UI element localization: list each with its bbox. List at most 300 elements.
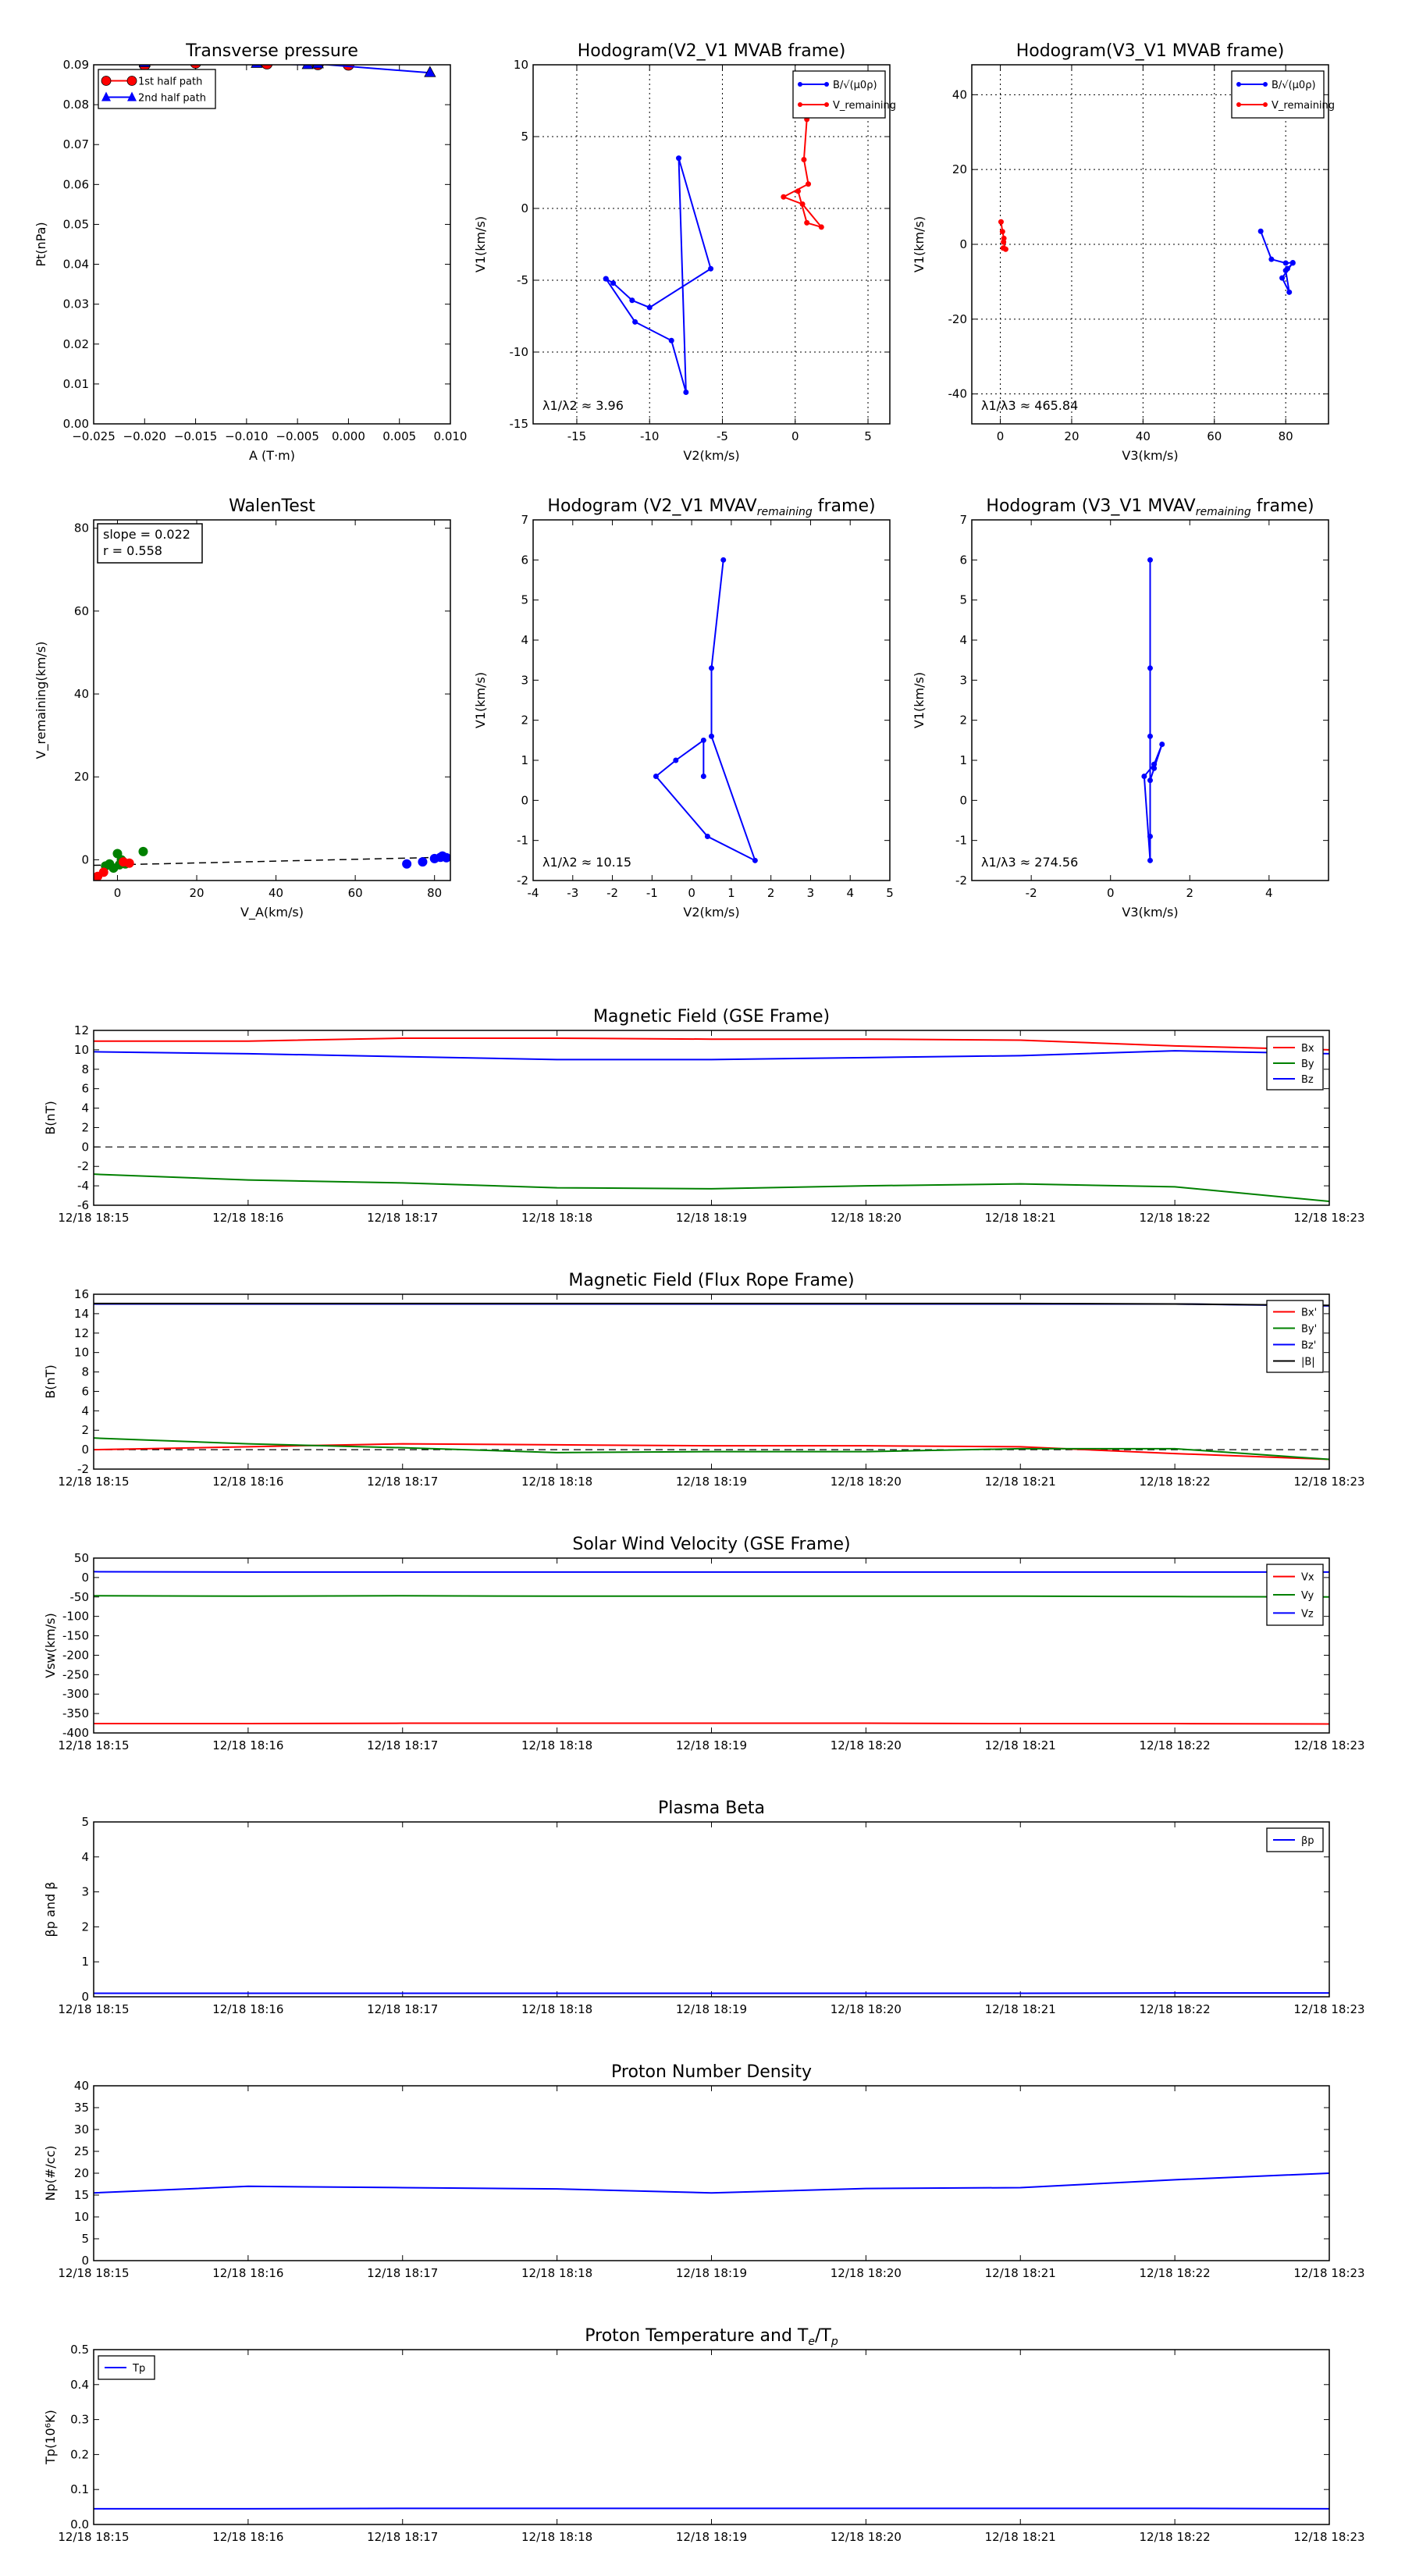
data-point bbox=[159, 55, 170, 65]
data-point bbox=[781, 194, 786, 200]
data-point bbox=[819, 224, 824, 229]
legend-label: Bz' bbox=[1301, 1340, 1317, 1352]
data-point bbox=[1147, 734, 1153, 739]
legend-marker bbox=[1263, 102, 1268, 107]
x-tick-label: 0.010 bbox=[433, 429, 468, 443]
data-point bbox=[629, 297, 635, 303]
series-x bbox=[402, 852, 451, 869]
y-tick-label: 7 bbox=[959, 513, 967, 527]
data-point bbox=[1001, 245, 1006, 251]
stats-line: slope = 0.022 bbox=[103, 527, 190, 542]
plot-frame bbox=[94, 520, 450, 881]
chart-solar-wind-velocity bbox=[43, 1535, 1365, 1752]
y-tick-label: 0 bbox=[521, 201, 528, 215]
data-point bbox=[709, 734, 714, 739]
y-axis-label: V1(km/s) bbox=[912, 671, 927, 729]
data-point bbox=[1001, 240, 1006, 245]
chart-title bbox=[611, 2062, 812, 2082]
y-tick-label: 40 bbox=[73, 687, 89, 702]
y-tick-label: 8 bbox=[81, 1364, 89, 1379]
y-tick-label: -100 bbox=[62, 1609, 89, 1624]
y-tick-label: 0 bbox=[81, 1570, 89, 1585]
y-tick-label: 0.02 bbox=[62, 336, 89, 351]
y-tick-label: 0.01 bbox=[62, 376, 89, 391]
y-tick-label: 6 bbox=[81, 1081, 89, 1096]
data-point bbox=[801, 157, 806, 162]
y-tick-label: 35 bbox=[73, 2101, 89, 2115]
legend bbox=[793, 71, 896, 118]
y-axis-label: V_remaining(km/s) bbox=[34, 641, 48, 760]
x-tick-label: 12/18 18:16 bbox=[212, 2530, 284, 2544]
series-line bbox=[656, 560, 755, 860]
y-tick-label: 8 bbox=[81, 1062, 89, 1076]
data-point bbox=[1290, 260, 1296, 265]
x-tick-label: −0.015 bbox=[173, 429, 218, 443]
x-tick-label: -3 bbox=[567, 886, 579, 900]
y-tick-label: 40 bbox=[73, 2079, 89, 2093]
x-tick-label: 3 bbox=[806, 886, 815, 900]
plot-frame bbox=[94, 1294, 1329, 1469]
data-point bbox=[1285, 266, 1290, 272]
x-tick-label: -10 bbox=[639, 429, 660, 443]
x-tick-label: 12/18 18:21 bbox=[984, 2266, 1056, 2280]
series-line bbox=[94, 1174, 1329, 1201]
legend bbox=[1267, 1828, 1323, 1852]
y-tick-label: -50 bbox=[69, 1589, 89, 1604]
x-axis-label: A (T·m) bbox=[249, 448, 295, 463]
x-tick-label: 12/18 18:18 bbox=[521, 2530, 593, 2544]
data-point bbox=[1000, 229, 1005, 234]
y-tick-label: 15 bbox=[73, 2188, 89, 2202]
x-tick-label: 12/18 18:23 bbox=[1293, 2002, 1365, 2016]
x-axis-label: V3(km/s) bbox=[1122, 905, 1179, 920]
y-tick-label: 0.2 bbox=[70, 2447, 89, 2462]
legend-label: Bx' bbox=[1301, 1307, 1318, 1319]
legend-label: Bx bbox=[1301, 1043, 1314, 1055]
y-axis-label: Pt(nPa) bbox=[34, 222, 48, 267]
plot-frame bbox=[94, 2350, 1329, 2524]
legend-label: Vy bbox=[1301, 1590, 1314, 1602]
series-v bbox=[1141, 557, 1165, 863]
x-tick-label: 12/18 18:20 bbox=[830, 1738, 902, 1752]
series-v-remaining bbox=[998, 219, 1008, 252]
data-point bbox=[804, 220, 809, 226]
series-b-0- bbox=[1258, 229, 1296, 295]
x-tick-label: 1 bbox=[727, 886, 735, 900]
x-tick-label: 0.005 bbox=[382, 429, 417, 443]
series-line bbox=[94, 1038, 1329, 1050]
y-tick-label: 0 bbox=[81, 1443, 89, 1457]
data-point bbox=[701, 774, 706, 779]
data-point bbox=[806, 181, 811, 187]
y-tick-label: 0.09 bbox=[62, 58, 89, 72]
y-tick-label: 2 bbox=[521, 713, 528, 728]
x-tick-label: 12/18 18:20 bbox=[830, 2530, 902, 2544]
y-axis-label: V1(km/s) bbox=[473, 215, 488, 273]
x-tick-label: 12/18 18:16 bbox=[212, 2002, 284, 2016]
chart-title-end: /T bbox=[814, 2326, 831, 2346]
y-tick-label: 0.0 bbox=[70, 2517, 89, 2532]
series-line bbox=[1144, 560, 1162, 860]
chart-title-text: Hodogram (V3_V1 MVAV bbox=[986, 496, 1196, 516]
x-tick-label: 12/18 18:23 bbox=[1293, 1211, 1365, 1225]
data-point bbox=[673, 758, 678, 763]
chart-title bbox=[1016, 41, 1285, 61]
legend-marker bbox=[127, 76, 137, 86]
chart-title bbox=[572, 1535, 850, 1554]
plot-frame bbox=[533, 65, 890, 424]
data-point bbox=[708, 266, 713, 272]
y-tick-label: 0.03 bbox=[62, 297, 89, 311]
series-v bbox=[653, 557, 758, 863]
x-tick-label: 0.000 bbox=[331, 429, 365, 443]
y-tick-label: -2 bbox=[77, 1159, 89, 1174]
y-axis-label: Np(#/cc) bbox=[43, 2145, 58, 2201]
x-tick-label: 12/18 18:18 bbox=[521, 1738, 593, 1752]
data-point bbox=[1147, 834, 1153, 839]
chart-title-text: WalenTest bbox=[229, 496, 315, 516]
y-tick-label: 0 bbox=[81, 1140, 89, 1155]
y-axis-label: Tp(10⁶K) bbox=[43, 2410, 58, 2464]
y-tick-label: 10 bbox=[73, 1042, 89, 1057]
x-tick-label: 12/18 18:22 bbox=[1139, 1738, 1211, 1752]
y-tick-label: -20 bbox=[948, 311, 967, 326]
lambda-ratio-label: λ1/λ3 ≈ 274.56 bbox=[981, 855, 1079, 870]
y-tick-label: 0.00 bbox=[62, 417, 89, 431]
x-tick-label: 12/18 18:19 bbox=[675, 2530, 748, 2544]
y-tick-label: 20 bbox=[73, 2166, 89, 2180]
y-tick-label: 12 bbox=[73, 1023, 89, 1037]
y-tick-label: -10 bbox=[509, 345, 528, 359]
x-tick-label: 12/18 18:17 bbox=[367, 1475, 439, 1489]
y-tick-label: 6 bbox=[521, 553, 528, 568]
chart-title bbox=[585, 2326, 838, 2348]
y-tick-label: 12 bbox=[73, 1325, 89, 1340]
y-tick-label: 0.5 bbox=[70, 2343, 89, 2357]
x-tick-label: 12/18 18:16 bbox=[212, 1211, 284, 1225]
x-tick-label: 12/18 18:16 bbox=[212, 2266, 284, 2280]
legend-marker bbox=[101, 76, 111, 86]
chart-title bbox=[578, 41, 846, 61]
data-point bbox=[683, 390, 688, 395]
y-axis-label: B(nT) bbox=[43, 1101, 58, 1135]
x-tick-label: −0.025 bbox=[72, 429, 116, 443]
chart-plasma-beta bbox=[43, 1799, 1365, 2016]
plot-frame bbox=[94, 1030, 1329, 1205]
x-tick-label: 12/18 18:18 bbox=[521, 1475, 593, 1489]
y-tick-label: 5 bbox=[81, 2232, 89, 2246]
chart-title-subscript: e bbox=[808, 2336, 815, 2348]
plot-frame bbox=[94, 1558, 1329, 1733]
chart-hodogram-v2v1-mvav bbox=[473, 496, 894, 920]
chart-title-end: frame) bbox=[812, 496, 876, 516]
x-tick-label: 0 bbox=[1106, 886, 1115, 900]
x-tick-label: 12/18 18:22 bbox=[1139, 1475, 1211, 1489]
y-tick-label: 0 bbox=[81, 1990, 89, 2004]
data-point bbox=[701, 738, 706, 743]
series-v-remaining bbox=[781, 116, 823, 229]
y-tick-label: 30 bbox=[73, 2122, 89, 2137]
data-point bbox=[632, 319, 638, 325]
x-tick-label: 5 bbox=[886, 886, 894, 900]
x-tick-label: 12/18 18:21 bbox=[984, 2002, 1056, 2016]
x-tick-label: 80 bbox=[1278, 429, 1293, 443]
x-tick-label: 4 bbox=[1265, 886, 1273, 900]
chart-magnetic-field-gse bbox=[43, 1007, 1365, 1225]
data-point bbox=[1151, 766, 1157, 771]
chart-title-text: Hodogram (V2_V1 MVAV bbox=[547, 496, 757, 516]
x-tick-label: 60 bbox=[347, 886, 363, 900]
legend bbox=[1267, 1564, 1323, 1625]
x-tick-label: 12/18 18:15 bbox=[58, 1475, 130, 1489]
chart-title bbox=[593, 1007, 830, 1026]
legend-label: By bbox=[1301, 1059, 1314, 1070]
y-tick-label: 0.1 bbox=[70, 2482, 89, 2497]
x-tick-label: 20 bbox=[189, 886, 205, 900]
plot-frame bbox=[94, 2086, 1329, 2261]
stats-line: r = 0.558 bbox=[103, 543, 162, 558]
chart-proton-temperature bbox=[43, 2326, 1365, 2544]
chart-title-text: Proton Number Density bbox=[611, 2062, 812, 2082]
legend-marker bbox=[824, 102, 829, 107]
chart-hodogram-v3v1-mvav bbox=[912, 496, 1329, 920]
x-tick-label: −0.020 bbox=[123, 429, 167, 443]
x-tick-label: 0 bbox=[113, 886, 122, 900]
x-axis-label: V_A(km/s) bbox=[240, 905, 304, 920]
x-tick-label: 2 bbox=[1186, 886, 1194, 900]
lambda-ratio-label: λ1/λ2 ≈ 10.15 bbox=[542, 855, 632, 870]
legend-label: B/√(μ0ρ) bbox=[1272, 80, 1316, 91]
x-tick-label: 12/18 18:16 bbox=[212, 1475, 284, 1489]
chart-title bbox=[185, 41, 358, 61]
legend-label: By' bbox=[1301, 1323, 1318, 1336]
x-tick-label: 12/18 18:21 bbox=[984, 1738, 1056, 1752]
y-tick-label: 5 bbox=[959, 592, 967, 607]
y-tick-label: 0 bbox=[521, 793, 528, 808]
x-tick-label: 12/18 18:18 bbox=[521, 1211, 593, 1225]
legend-marker bbox=[798, 102, 802, 107]
y-tick-label: 20 bbox=[951, 162, 967, 177]
series-line bbox=[784, 119, 821, 227]
x-tick-label: 12/18 18:23 bbox=[1293, 2266, 1365, 2280]
x-tick-label: 0 bbox=[791, 429, 799, 443]
plot-frame bbox=[94, 65, 450, 424]
y-tick-label: 3 bbox=[521, 673, 528, 688]
chart-hodogram-v3v1-mvab bbox=[912, 41, 1335, 463]
legend-label: V_remaining bbox=[833, 100, 897, 112]
chart-title-text: Hodogram(V3_V1 MVAB frame) bbox=[1016, 41, 1285, 61]
series-np bbox=[94, 2173, 1329, 2193]
data-point bbox=[720, 557, 726, 563]
chart-title bbox=[986, 496, 1314, 518]
data-point bbox=[705, 834, 710, 839]
series-by bbox=[94, 1174, 1329, 1201]
y-tick-label: 1 bbox=[81, 1955, 89, 1969]
y-tick-label: 2 bbox=[959, 713, 967, 728]
x-tick-label: 12/18 18:15 bbox=[58, 2266, 130, 2280]
y-tick-label: -5 bbox=[517, 273, 528, 287]
x-tick-label: 12/18 18:17 bbox=[367, 2530, 439, 2544]
x-tick-label: 80 bbox=[427, 886, 443, 900]
chart-walen-test bbox=[34, 496, 451, 920]
data-point bbox=[1283, 260, 1289, 265]
y-tick-label: 20 bbox=[73, 770, 89, 785]
x-tick-label: 12/18 18:18 bbox=[521, 2266, 593, 2280]
data-point bbox=[603, 276, 609, 282]
x-tick-label: 4 bbox=[846, 886, 854, 900]
chart-title-end: frame) bbox=[1250, 496, 1314, 516]
x-tick-label: 12/18 18:18 bbox=[521, 2002, 593, 2016]
series-line bbox=[94, 2173, 1329, 2193]
data-point bbox=[998, 219, 1004, 225]
y-tick-label: 0.3 bbox=[70, 2412, 89, 2427]
x-tick-label: 12/18 18:19 bbox=[675, 2266, 748, 2280]
y-tick-label: 0.04 bbox=[62, 257, 89, 272]
legend bbox=[1267, 1300, 1323, 1372]
y-tick-label: 4 bbox=[81, 1849, 89, 1864]
data-point bbox=[1147, 777, 1153, 783]
lambda-ratio-label: λ1/λ2 ≈ 3.96 bbox=[542, 398, 624, 413]
data-point bbox=[138, 847, 148, 856]
legend-label: |B| bbox=[1301, 1356, 1315, 1368]
y-tick-label: 5 bbox=[521, 130, 528, 144]
legend-marker bbox=[1236, 82, 1241, 87]
y-tick-label: 2 bbox=[81, 1423, 89, 1438]
x-tick-label: 12/18 18:19 bbox=[675, 1211, 748, 1225]
y-tick-label: 3 bbox=[81, 1884, 89, 1899]
chart-title-text: Plasma Beta bbox=[658, 1799, 765, 1818]
legend-label: Vx bbox=[1301, 1571, 1314, 1584]
y-tick-label: -2 bbox=[77, 1462, 89, 1476]
x-tick-label: 12/18 18:15 bbox=[58, 1211, 130, 1225]
y-tick-label: -4 bbox=[77, 1179, 89, 1194]
x-tick-label: 12/18 18:17 bbox=[367, 1738, 439, 1752]
x-tick-label: 12/18 18:15 bbox=[58, 2530, 130, 2544]
y-tick-label: -400 bbox=[62, 1726, 89, 1740]
x-tick-label: 12/18 18:21 bbox=[984, 1211, 1056, 1225]
x-tick-label: 12/18 18:15 bbox=[58, 2002, 130, 2016]
x-tick-label: 12/18 18:19 bbox=[675, 2002, 748, 2016]
y-tick-label: 80 bbox=[73, 521, 89, 535]
y-axis-label: V1(km/s) bbox=[912, 215, 927, 273]
chart-transverse-pressure bbox=[34, 41, 467, 463]
x-tick-label: 12/18 18:23 bbox=[1293, 2530, 1365, 2544]
y-tick-label: 5 bbox=[521, 592, 528, 607]
y-tick-label: -300 bbox=[62, 1687, 89, 1702]
y-tick-label: -200 bbox=[62, 1648, 89, 1663]
data-point bbox=[800, 201, 806, 207]
data-point bbox=[418, 857, 427, 866]
legend-label: Tp bbox=[133, 2363, 146, 2375]
data-point bbox=[647, 304, 653, 310]
y-tick-label: 0 bbox=[959, 793, 967, 808]
chart-title-text: Solar Wind Velocity (GSE Frame) bbox=[572, 1535, 851, 1554]
data-point bbox=[709, 665, 714, 671]
chart-title-text: Magnetic Field (GSE Frame) bbox=[592, 1007, 831, 1026]
y-tick-label: -250 bbox=[62, 1667, 89, 1682]
legend-marker bbox=[824, 82, 829, 87]
series-b-0- bbox=[603, 155, 713, 395]
y-tick-label: 4 bbox=[81, 1101, 89, 1115]
fit-line bbox=[94, 857, 450, 866]
y-tick-label: 0.06 bbox=[62, 177, 89, 192]
data-point bbox=[125, 859, 134, 868]
x-tick-label: -4 bbox=[527, 886, 539, 900]
y-tick-label: -150 bbox=[62, 1628, 89, 1643]
data-point bbox=[1147, 557, 1153, 563]
x-tick-label: 12/18 18:20 bbox=[830, 2266, 902, 2280]
data-point bbox=[610, 280, 616, 286]
x-tick-label: 12/18 18:22 bbox=[1139, 1211, 1211, 1225]
x-tick-label: 40 bbox=[269, 886, 284, 900]
chart-magnetic-field-flux-rope bbox=[43, 1271, 1365, 1489]
series-line bbox=[94, 1438, 1329, 1459]
y-tick-label: 10 bbox=[513, 58, 528, 72]
y-tick-label: 16 bbox=[73, 1287, 89, 1301]
data-point bbox=[99, 867, 108, 877]
y-axis-label: B(nT) bbox=[43, 1364, 58, 1399]
y-tick-label: -1 bbox=[955, 833, 967, 848]
series-by- bbox=[94, 1438, 1329, 1459]
data-point bbox=[1159, 742, 1165, 747]
x-tick-label: 12/18 18:22 bbox=[1139, 2266, 1211, 2280]
y-tick-label: -350 bbox=[62, 1706, 89, 1721]
chart-title-text: Transverse pressure bbox=[186, 41, 358, 61]
y-tick-label: 4 bbox=[959, 633, 967, 647]
legend-label: Vz bbox=[1301, 1608, 1314, 1621]
x-tick-label: 12/18 18:20 bbox=[830, 1475, 902, 1489]
chart-title-subscript-2: p bbox=[831, 2336, 838, 2348]
legend-label: 1st half path bbox=[138, 76, 203, 88]
y-axis-label: βp and β bbox=[43, 1881, 58, 1937]
y-tick-label: 4 bbox=[521, 633, 528, 647]
chart-title-text: Hodogram(V2_V1 MVAB frame) bbox=[577, 41, 846, 61]
legend-label: 2nd half path bbox=[138, 92, 206, 105]
y-tick-label: -40 bbox=[948, 386, 967, 401]
x-tick-label: 12/18 18:19 bbox=[675, 1738, 748, 1752]
data-point bbox=[752, 858, 758, 863]
x-axis-label: V2(km/s) bbox=[683, 905, 740, 920]
y-tick-label: 0 bbox=[959, 237, 967, 251]
x-tick-label: 12/18 18:22 bbox=[1139, 2530, 1211, 2544]
x-tick-label: 20 bbox=[1064, 429, 1080, 443]
x-tick-label: 12/18 18:16 bbox=[212, 1738, 284, 1752]
legend-label: V_remaining bbox=[1272, 100, 1336, 112]
y-tick-label: 0.07 bbox=[62, 137, 89, 152]
y-tick-label: 6 bbox=[81, 1384, 89, 1399]
x-tick-label: -2 bbox=[1025, 886, 1037, 900]
data-point bbox=[442, 853, 451, 863]
y-tick-label: 0.05 bbox=[62, 217, 89, 232]
x-tick-label: 12/18 18:21 bbox=[984, 1475, 1056, 1489]
y-tick-label: 2 bbox=[81, 1920, 89, 1934]
chart-title bbox=[547, 496, 875, 518]
chart-title bbox=[568, 1271, 854, 1290]
legend-label: B/√(μ0ρ) bbox=[833, 80, 877, 91]
x-tick-label: 12/18 18:22 bbox=[1139, 2002, 1211, 2016]
y-tick-label: -15 bbox=[509, 417, 528, 431]
x-tick-label: 12/18 18:20 bbox=[830, 2002, 902, 2016]
x-tick-label: 60 bbox=[1207, 429, 1222, 443]
data-point bbox=[1141, 774, 1147, 779]
x-tick-label: -5 bbox=[717, 429, 728, 443]
data-point bbox=[653, 774, 659, 779]
chart-title bbox=[229, 496, 315, 516]
y-tick-label: 0 bbox=[81, 852, 89, 867]
x-tick-label: -1 bbox=[646, 886, 658, 900]
x-tick-label: 0 bbox=[996, 429, 1005, 443]
data-point bbox=[1286, 290, 1292, 295]
